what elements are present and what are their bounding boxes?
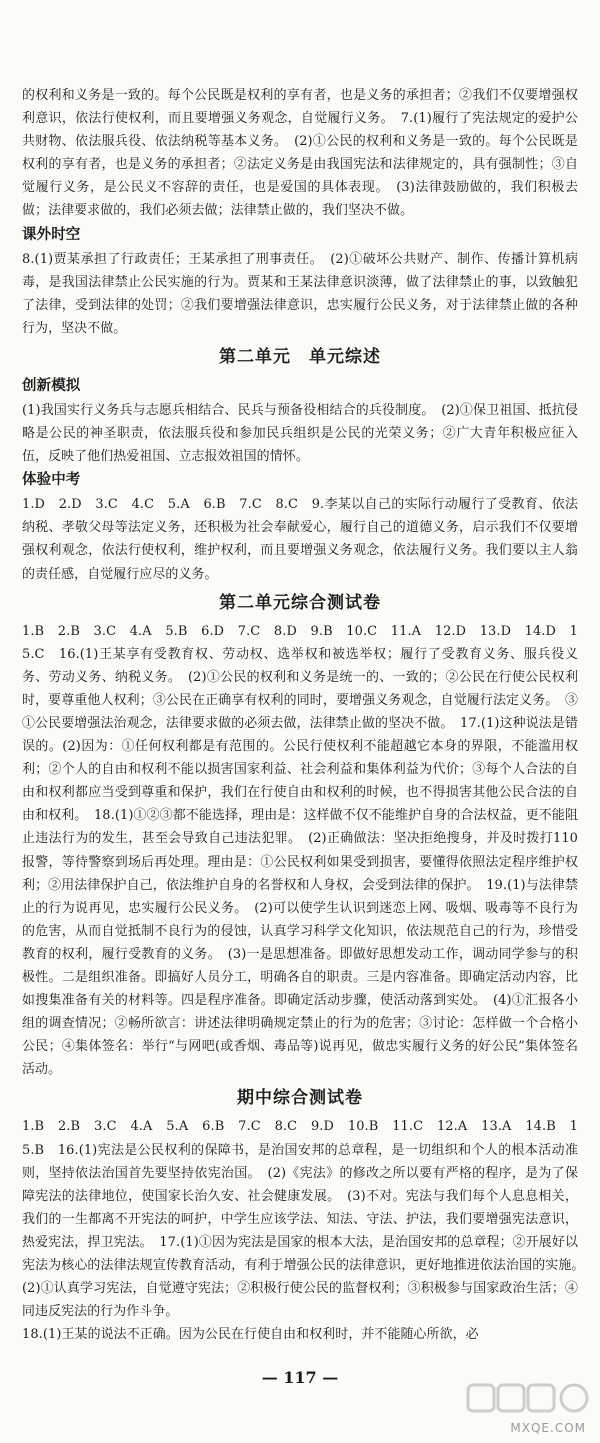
- answer-paragraph: 1.D 2.D 3.C 4.C 5.A 6.B 7.C 8.C 9.李某以自己的实际行动履行了受教育、依法纳税、孝敬父母等法定义务，还积极为社会奉献爱心，履行自己的道德义务，启示我们不仅要增强权利观念，依法行使权利，维护权利，而且要增强义务观念，依法履行义务。我们要以主人翁的责任感，自觉履行应尽的义务。: [22, 497, 578, 582]
- answer-paragraph: 8.(1)贾某承担了行政责任；王某承担了刑事责任。 (2)①破坏公共财产、制作、传播计算机病毒，是我国法律禁止公民实施的行为。贾某和王某法律意识淡薄，做了法律禁止的事，以致触犯了法律，受到法律的处罚；②我们要增强法律意识，忠实履行公民义务，对于法律禁止做的各种行为，坚决不做。: [22, 251, 578, 336]
- page-number: — 117 —: [261, 1368, 339, 1387]
- sub-heading: 创新模拟: [22, 377, 81, 394]
- answer-paragraph: 18.(1)王某的说法不正确。因为公民在行使自由和权利时，并不能随心所欲，必: [22, 1327, 479, 1343]
- answer-paragraph: 1.B 2.B 3.C 4.A 5.A 6.B 7.C 8.C 9.D 10.B 11.C 12.A 13.A 14.B 15.B 16.(1)宪法是公民权利的保障书，是治国安邦的总章程，是一切组织和个人的根本活动准则，坚持依法治国首先要坚持依宪治国。 (2)《宪法》的修改之所以要有严格的程序，是为了保障宪法的法律地位，使国家长治久安、社会健康发展。 (3)不对。宪法与我们每个人息息相关，我们的一生都离不开宪法的呵护，中学生应该学法、知法、守法、护法，我们要增强宪法意识，热爱宪法，捍卫宪法。 17.(1)①因为宪法是国家的根本大法，是治国安邦的总章程；②开展好以宪法为核心的法律法规宣传教育活动，有利于增强公民的法律意识，更好地推进依法治国的实施。 (2)①认真学习宪法，自觉遵守宪法；②积极行使公民的监督权利；③积极参与国家政治生活；④同违反宪法的行为作斗争。: [22, 1119, 592, 1320]
- answer-paragraph: 的权利和义务是一致的。每个公民既是权利的享有者，也是义务的承担者；②我们不仅要增强权利意识，依法行使权利，而且要增强义务观念，自觉履行义务。 7.(1)履行了宪法规定的爱护公共财物、依法服兵役、依法纳税等基本义务。 (2)①公民的权利和义务是一致的。每个公民既是权利的享有者，也是义务的承担者；②法定义务是由我国宪法和法律规定的，具有强制性；③自觉履行义务，是公民义不容辞的责任，也是爱国的具体表现。 (3)法律鼓励做的，我们积极去做；法律要求做的，我们必须去做；法律禁止做的，我们坚决不做。: [22, 88, 578, 219]
- watermark-text: MXQE.COM: [510, 1421, 586, 1435]
- section-title: 第二单元 单元综述: [219, 346, 381, 367]
- answer-paragraph: 1.B 2.B 3.C 4.A 5.B 6.D 7.C 8.D 9.B 10.C 11.A 12.D 13.D 14.D 15.C 16.(1)王某享有受教育权、劳动权、选举权和被选举权；履行了受教育义务、服兵役义务、劳动义务、纳税义务。 (2)①公民的权利和义务是统一的、一致的；②公民在行使公民权利时，要尊重他人权利；③公民在正确享有权利的同时，要增强义务观念，自觉履行法定义务。 ③①公民要增强法治观念，法律要求做的必须去做，法律禁止做的坚决不做。 17.(1)这种说法是错误的。(2)因为：①任何权利都是有范围的。公民行使权利不能超越它本身的界限，不能滥用权利；②个人的自由和权利不能以损害国家利益、社会利益和集体利益为代价；③每个人合法的自由和权利都应当受到尊重和保护，我们在行使自由和权利的时候，也不得损害其他公民合法的自由和权利。 18.(1)①②③都不能选择，理由是：这样做不仅不能维护自身的合法权益，更不能阻止违法行为的发生，甚至会导致自己违法犯罪。 (2)正确做法：坚决拒绝搜身，并及时拨打110报警，等待警察到场后再处理。理由是：①公民权利如果受到损害，要懂得依照法定程序维护权利；②用法律保护自己，依法维护自身的名誉权和人身权，会受到法律的保护。 19.(1)与法律禁止的行为说再见，忠实履行公民义务。 (2)可以使学生认识到迷恋上网、吸烟、吸毒等不良行为的危害，从而自觉抵制不良行为的侵蚀，认真学习科学文化知识，依法规范自己的行为，珍惜受教育的权利，履行受教育的义务。 (3)一是思想准备。即做好思想发动工作，调动同学参与的积极性。二是组织准备。即搞好人员分工，明确各自的职责。三是内容准备。即确定活动内容，比如搜集准备有关的材料等。四是程序准备。即确定活动步骤，使活动落到实处。 (4)①汇报各小组的调查情况；②畅所欲言：讲述法律明确规定禁止的行为的危害；③讨论：怎样做一个合格小公民；④集体签名：举行“与网吧(或香烟、毒品等)说再见，做忠实履行义务的好公民”集体签名活动。: [22, 623, 578, 1078]
- answer-paragraph: (1)我国实行义务兵与志愿兵相结合、民兵与预备役相结合的兵役制度。 (2)①保卫祖国、抵抗侵略是公民的神圣职责，依法服兵役和参加民兵组织是公民的光荣义务；②广大青年积极应征入伍，反映了他们热爱祖国、立志报效祖国的情怀。: [22, 402, 578, 465]
- section-title: 期中综合测试卷: [237, 1088, 363, 1109]
- sub-heading: 体验中考: [22, 472, 81, 489]
- section-title: 第二单元综合测试卷: [219, 592, 381, 613]
- answer-content: [22, 84, 592, 1346]
- sub-heading: 课外时空: [22, 226, 81, 243]
